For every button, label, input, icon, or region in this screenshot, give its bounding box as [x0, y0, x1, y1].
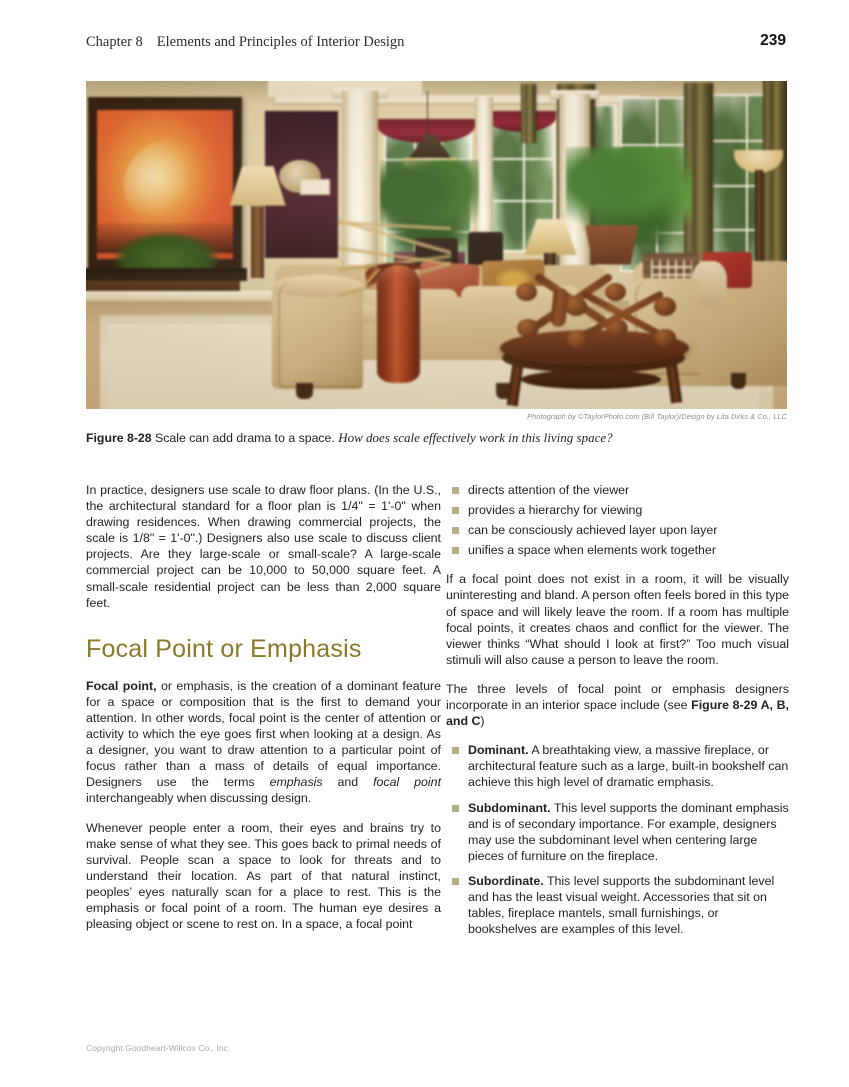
paragraph-focal-point-a: or emphasis, is the creation of a dominant feature for a space or composition that is the first to demand your attention. In other words, focal point is the center of attention or activity to which the eye goes first when looking at a design. As a designer, you want to draw attention to a particular point of focus rather than a mass of details of equal importance. Designers use the terms: [86, 678, 442, 790]
figure-caption-question: How does scale effectively work in this living space?: [338, 430, 613, 445]
list-item: [446, 542, 789, 558]
term-focal-point: Focal point,: [86, 678, 157, 693]
chapter-title: Elements and Principles of Interior Design: [156, 34, 405, 50]
paragraph-three-levels-a: The three levels of focal point or emphasis designers incorporate in an interior space include (see: [446, 681, 789, 713]
bullet-square-icon: [452, 747, 459, 754]
pendant-light-rod: [427, 91, 428, 137]
figure-caption: [86, 430, 791, 446]
bullet-square-icon: [452, 805, 459, 812]
bullet-square-icon: [452, 878, 459, 885]
artwork-figure: [112, 132, 213, 231]
paragraph-focal-point-definition: [86, 678, 441, 807]
red-floor-vase: [377, 265, 420, 383]
list-item: [446, 742, 789, 790]
sofa-foot-left: [296, 383, 313, 399]
table-lamp-base-left: [251, 206, 264, 278]
list-item: [446, 482, 789, 498]
list-item-label: provides a hierarchy for viewing: [468, 503, 643, 518]
bullet-square-icon: [452, 527, 459, 534]
body-column-left: [86, 482, 441, 932]
paragraph-focal-point-b: and: [322, 775, 374, 790]
italic-focal-point: focal point: [373, 775, 442, 790]
emphasis-levels-list: [446, 742, 789, 937]
list-item: [446, 800, 789, 864]
figure-caption-text: Scale can add drama to a space.: [155, 431, 335, 445]
wall-switch-plate: [300, 179, 330, 195]
list-item-label: directs attention of the viewer: [468, 483, 630, 497]
level-text-subdominant: This level supports the dominant emphasis and is of secondary importance. For example, designers may use the subdominant level when centering large pieces of furniture on the fireplace.: [468, 800, 789, 863]
jacks-sculpture-knob-7: [567, 330, 589, 348]
figure-caption-label: Figure 8-28: [86, 431, 152, 445]
page-number: 239: [760, 32, 786, 49]
jacks-sculpture-knob-5: [565, 297, 587, 315]
list-item: [446, 502, 789, 518]
jacks-sculpture-knob-8: [654, 297, 676, 315]
paragraph-no-focal-point: If a focal point does not exist in a room, it will be visually uninteresting and bland. A person often feels bored in this type of space and will likely leave the room. If a room has multiple focal points, it creates chaos and conflict for the viewer. The viewer thinks “What should I look at first?” Too much visual stimuli will also cause a person to leave the room.: [446, 572, 789, 667]
bullet-square-icon: [452, 507, 459, 514]
jacks-sculpture-knob-3: [517, 319, 539, 337]
paragraph-three-levels-b: ): [480, 714, 485, 729]
photo-credit: Photograph by ©TaylorPhoto.com (Bill Taylor)/Design by Lita Dirks & Co., LLC: [527, 412, 787, 421]
bullet-square-icon: [452, 547, 459, 554]
figure-8-28: [86, 81, 787, 409]
copyright-notice: Copyright Goodheart-Willcox Co., Inc.: [86, 1043, 231, 1053]
level-term-subordinate: Subordinate.: [468, 873, 544, 888]
running-head: [86, 34, 786, 56]
drapery-panel-a: [521, 84, 536, 143]
list-item-label: can be consciously achieved layer upon layer: [468, 523, 718, 538]
level-text-dominant: A breathtaking view, a massive fireplace, or architectural feature such as a large, built-in bookshelf can achieve this high level of dramatic emphasis.: [468, 743, 789, 790]
level-text-subordinate: This level supports the subdominant level and has the least visual weight. Accessories that sit on tables, fireplace mantels, small furnishings, or bookshelves are examples of this level.: [468, 873, 775, 937]
chair-foot-right: [731, 373, 746, 389]
italic-emphasis: emphasis: [269, 775, 323, 790]
figure-reference-8-29: Figure 8-29 A, B, and C: [446, 698, 789, 729]
bullet-square-icon: [452, 487, 459, 494]
floor-lamp-pole: [755, 170, 763, 268]
list-item: [446, 873, 789, 937]
console-table-top: [86, 268, 247, 281]
living-room-photograph: [86, 81, 787, 409]
level-term-dominant: Dominant.: [468, 743, 529, 758]
paragraph-people-enter-room: Whenever people enter a room, their eyes and brains try to make sense of what they see. This goes back to primal needs of survival. People scan a space to look for threats and to understand their location. As part of that natural instinct, peoples’ eyes naturally scan for a place to rest. This is the emphasis or focal point of a room. The human eye desires a pleasing object or scene to rest on. In a space, a focal point: [86, 820, 441, 932]
paragraph-scale-practice: In practice, designers use scale to draw floor plans. (In the U.S., the architectural standard for a floor plan is 1/4" = 1'-0" when drawing residences. When drawing commercial projects, the scale is 1/8" = 1'-0".) Designers also use scale to discuss client projects. Are they large-scale or small-scale? A large-scale commercial project can be 10,000 to 50,000 square feet. A small-scale residential project can be less than 2,000 square feet.: [86, 483, 441, 610]
body-column-right: [446, 482, 789, 950]
list-item: [446, 522, 789, 538]
focal-point-function-list: [446, 482, 789, 558]
level-term-subdominant: Subdominant.: [468, 800, 551, 815]
paragraph-three-levels-intro: [446, 681, 789, 729]
section-heading-focal-point: Focal Point or Emphasis: [86, 634, 362, 663]
list-item-label: unifies a space when elements work together: [468, 543, 716, 558]
chapter-label: Chapter 8: [86, 34, 143, 50]
jacks-sculpture-knob-6: [654, 329, 676, 347]
paragraph-focal-point-c: interchangeably when discussing design.: [86, 791, 312, 806]
